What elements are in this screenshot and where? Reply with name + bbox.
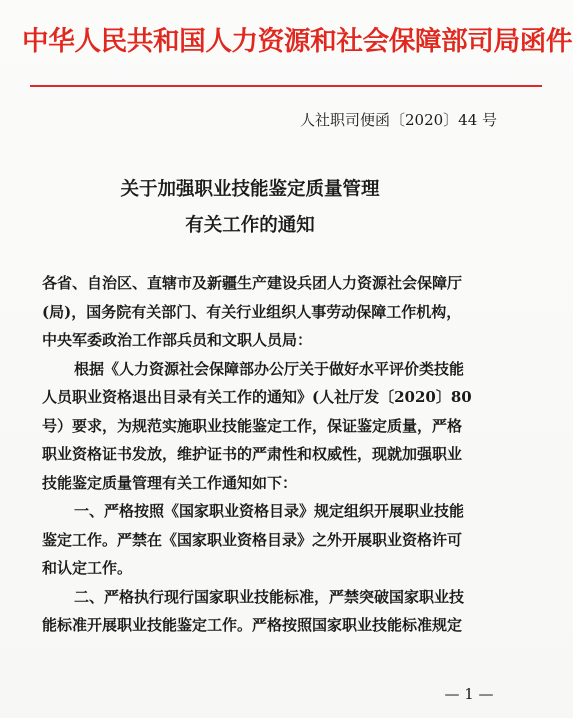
letterhead-title: 中华人民共和国人力资源和社会保障部司局函件 [22, 26, 573, 57]
body-line: 号）要求，为规范实施职业技能鉴定工作，保证鉴定质量，严格 [42, 416, 463, 435]
body-line: 中央军委政治工作部兵员和文职人员局： [42, 331, 313, 349]
body-line: 鉴定工作。严禁在《国家职业资格目录》之外开展职业资格许可 [42, 530, 463, 549]
title-line-1: 关于加强职业技能鉴定质量管理 [120, 179, 380, 200]
document-body [42, 269, 534, 640]
document-title [100, 172, 400, 244]
body-line: 和认定工作。 [42, 559, 133, 577]
body-line: 各省、自治区、直辖市及新疆生产建设兵团人力资源社会保障厅 [42, 274, 463, 292]
document-number: 人社职司便函〔2020〕44 号 [300, 111, 498, 129]
body-line: 人员职业资格退出目录有关工作的通知》(人社厅发〔2020〕80 [42, 388, 472, 406]
body-line: 能标准开展职业技能鉴定工作。严格按照国家职业技能标准规定 [42, 616, 463, 634]
body-line: 二、严格执行现行国家职业技能标准，严禁突破国家职业技 [74, 587, 465, 606]
page-number: — 1 — [444, 685, 494, 703]
letterhead-red-rule [30, 85, 542, 87]
body-line: (局)，国务院有关部门、有关行业组织人事劳动保障工作机构， [42, 302, 462, 321]
body-line: 一、严格按照《国家职业资格目录》规定组织开展职业技能 [74, 502, 465, 520]
title-line-2: 有关工作的通知 [185, 215, 315, 236]
body-line: 根据《人力资源社会保障部办公厅关于做好水平评价类技能 [74, 359, 465, 378]
body-line: 技能鉴定质量管理有关工作通知如下： [42, 473, 298, 492]
body-line: 职业资格证书发放，维护证书的严肃性和权威性，现就加强职业 [42, 445, 463, 463]
